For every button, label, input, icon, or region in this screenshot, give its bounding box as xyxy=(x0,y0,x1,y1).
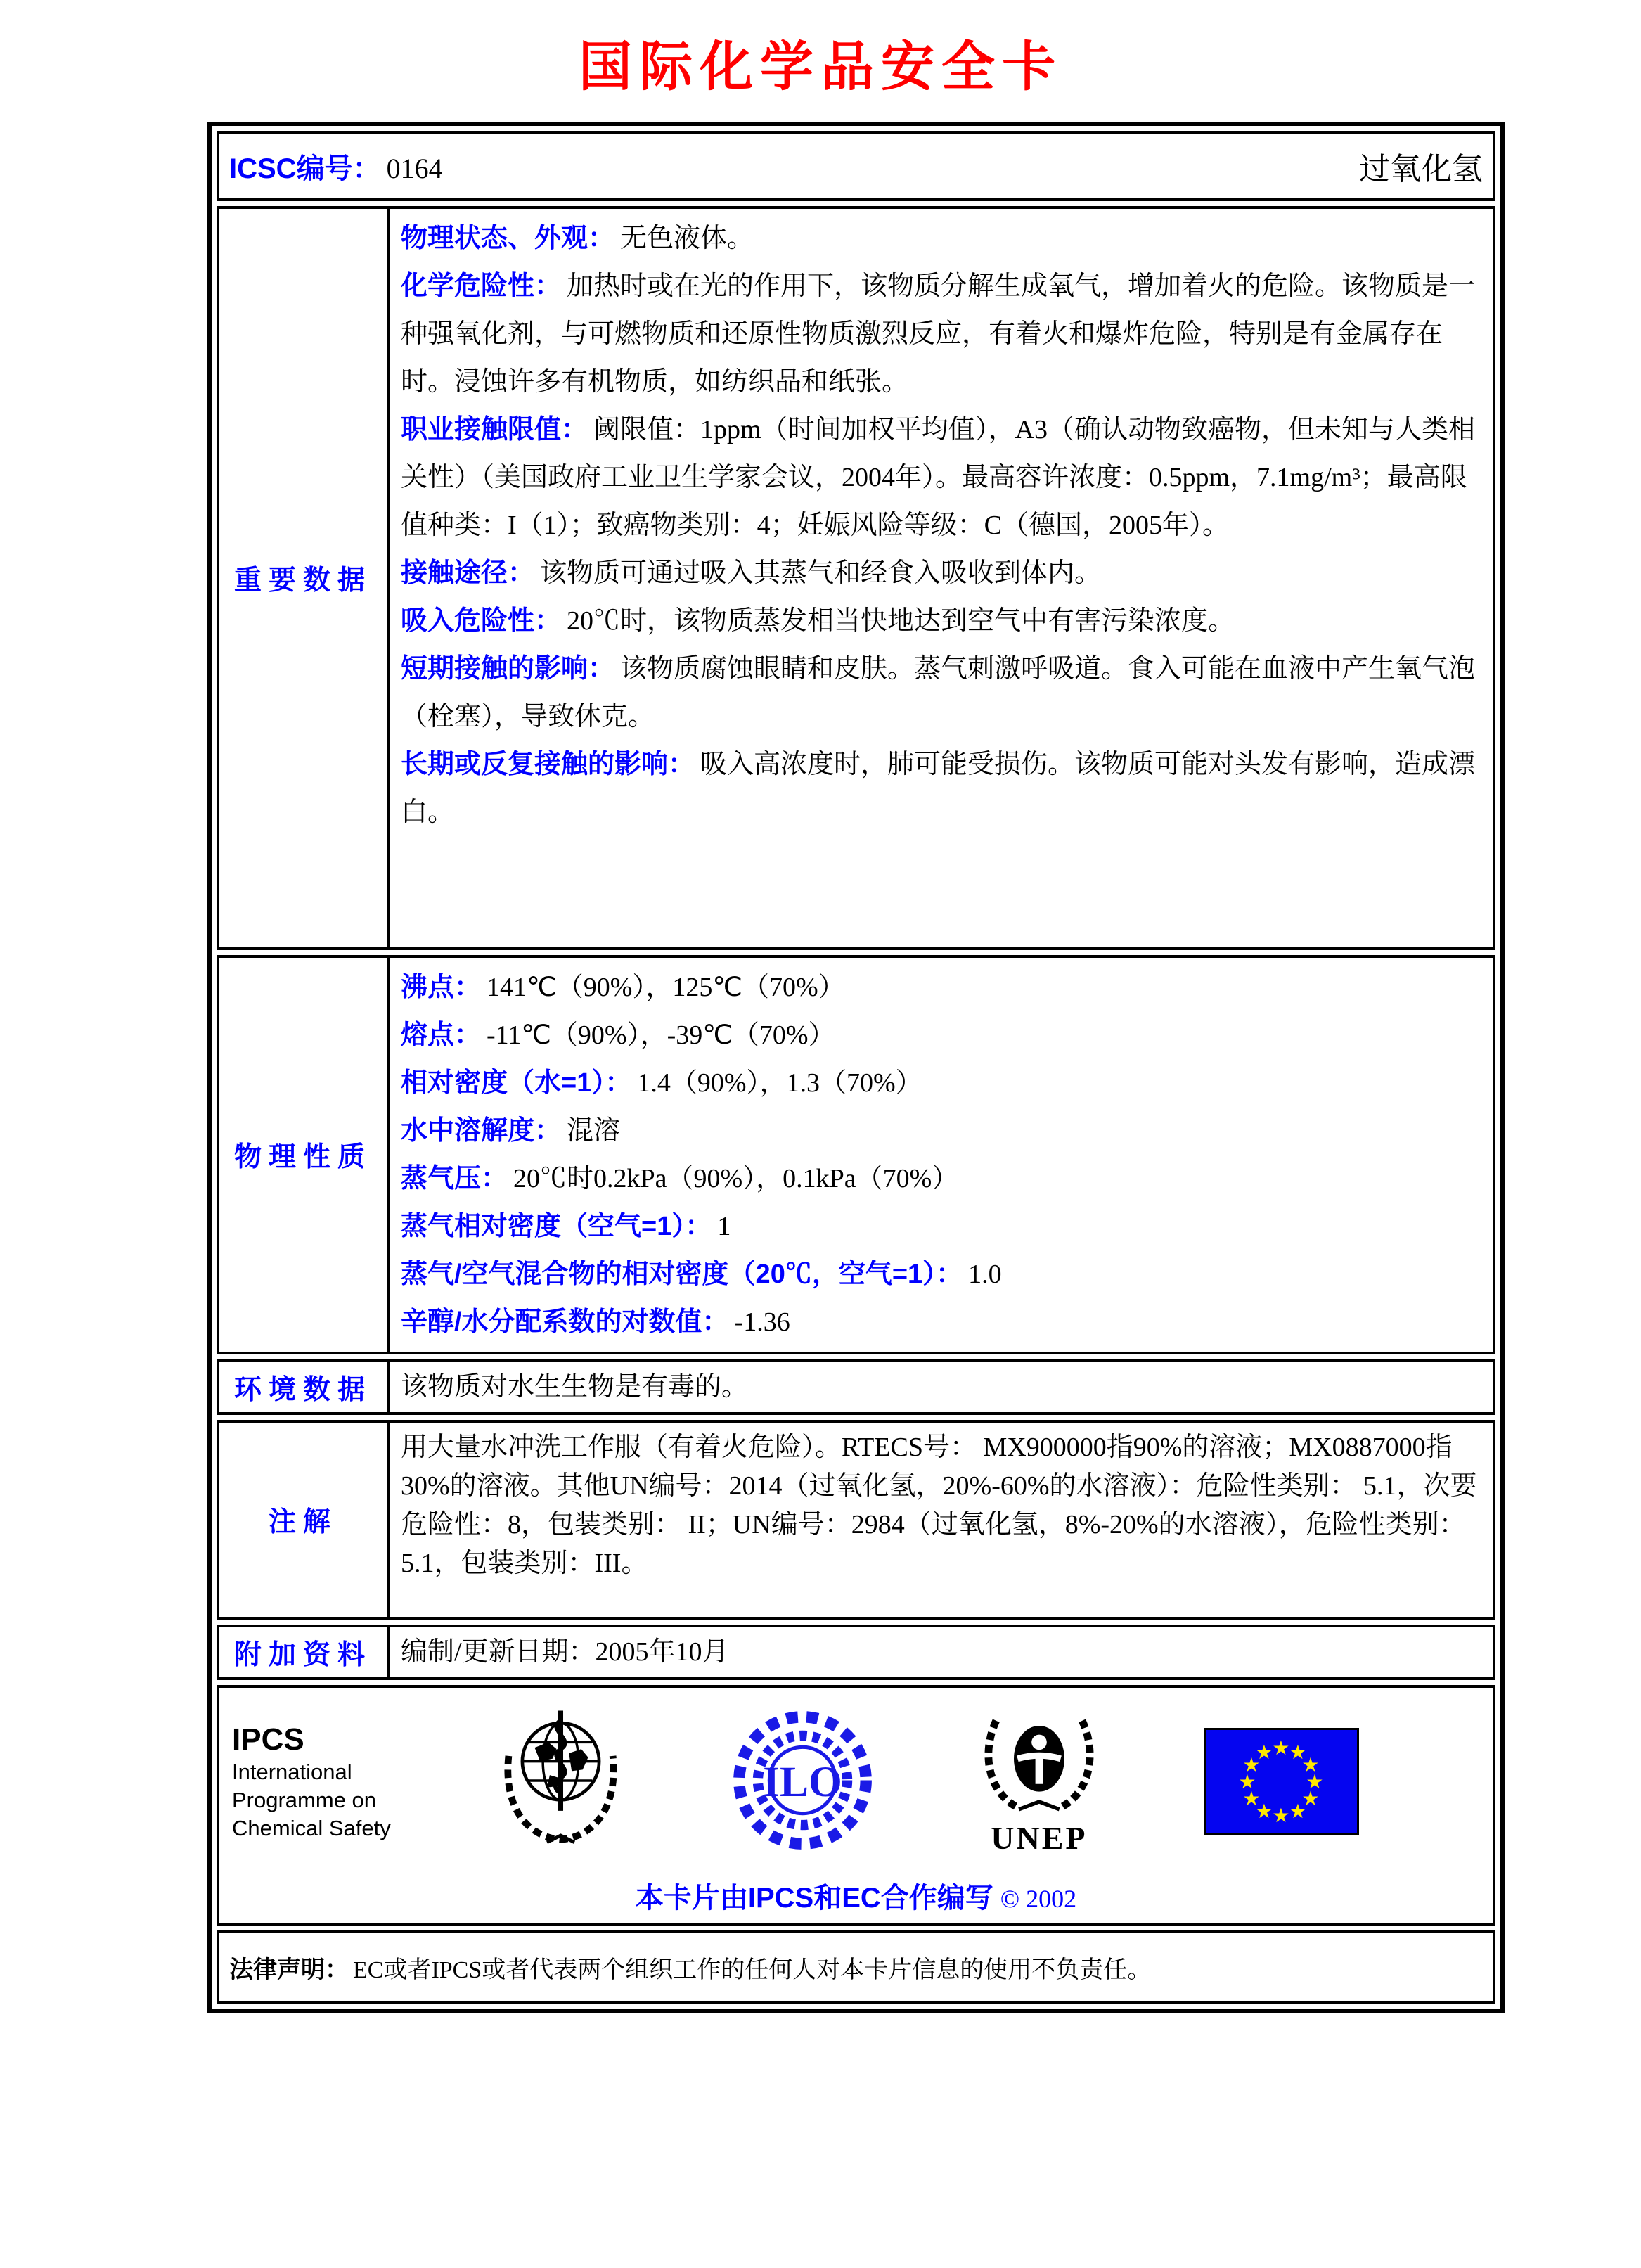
entry-update-date: 编制/更新日期：2005年10月 xyxy=(401,1637,729,1667)
eu-star-icon: ★ xyxy=(1255,1800,1273,1823)
eu-flag-icon xyxy=(1204,1728,1359,1835)
environmental-data-content xyxy=(390,1362,1493,1412)
ipcs-text-block: IPCS International Programme on Chemical Safety xyxy=(232,1722,391,1840)
entry-physical-state: 物理状态、外观： 无色液体。 xyxy=(401,224,754,253)
entry-relative-density: 相对密度（水=1）： 1.4（90%），1.3（70%） xyxy=(401,1068,922,1098)
section-notes xyxy=(217,1420,1495,1620)
row-label-important-data: 重要数据 xyxy=(219,209,390,947)
unep-logo xyxy=(976,1708,1102,1857)
entry-environment: 该物质对水生生物是有毒的。 xyxy=(401,1372,749,1402)
additional-info-content xyxy=(390,1627,1493,1677)
eu-star-icon: ★ xyxy=(1255,1741,1273,1764)
entry-short-term-effects: 短期接触的影响： 该物质腐蚀眼睛和皮肤。蒸气刺激呼吸道。食入可能在血液中产生氧气泡（栓塞），导致休克。 xyxy=(401,654,1476,731)
eu-star-icon: ★ xyxy=(1272,1804,1290,1827)
eu-star-icon: ★ xyxy=(1272,1736,1290,1760)
entry-water-solubility: 水中溶解度： 混溶 xyxy=(401,1116,621,1146)
icsc-card xyxy=(207,122,1505,2013)
notes-content xyxy=(390,1423,1493,1617)
caption-copyright: © 2002 xyxy=(1000,1885,1077,1913)
entry-chemical-danger: 化学危险性： 加热时或在光的作用下，该物质分解生成氧气，增加着火的危险。该物质是一种强氧化剂，与可燃物质和还原性物质激烈反应，有着火和爆炸危险，特别是有金属存在时。浸蚀许多有机物质，如纺织品和纸张。 xyxy=(401,271,1476,397)
entry-inhalation-risk: 吸入危险性： 20℃时，该物质蒸发相当快地达到空气中有害污染浓度。 xyxy=(401,606,1235,636)
section-additional-info xyxy=(217,1625,1495,1680)
card-caption xyxy=(219,1876,1493,1916)
row-label-additional-info: 附加资料 xyxy=(219,1627,390,1677)
ipcs-title: IPCS xyxy=(232,1722,304,1757)
icsc-number-value: 0164 xyxy=(386,152,443,184)
unep-logo-text: UNEP xyxy=(991,1819,1088,1856)
section-important-data xyxy=(217,206,1495,950)
svg-text:ILO: ILO xyxy=(762,1757,842,1806)
eu-star-icon: ★ xyxy=(1242,1787,1261,1810)
eu-star-icon: ★ xyxy=(1238,1770,1256,1793)
physical-properties-content xyxy=(390,958,1493,1352)
ilo-logo-icon xyxy=(731,1708,875,1856)
eu-star-icon: ★ xyxy=(1301,1753,1320,1776)
entry-vapor-pressure: 蒸气压： 20℃时0.2kPa（90%），0.1kPa（70%） xyxy=(401,1164,959,1193)
entry-vapor-relative-density: 蒸气相对密度（空气=1）： 1 xyxy=(401,1212,731,1241)
important-data-content xyxy=(390,209,1493,947)
entry-boiling-point: 沸点： 141℃（90%），125℃（70%） xyxy=(401,973,845,1002)
icsc-number-label: ICSC编号： xyxy=(229,153,381,184)
legal-text: EC或者IPCS或者代表两个组织工作的任何人对本卡片信息的使用不负责任。 xyxy=(353,1957,1152,1983)
page xyxy=(0,24,1641,2013)
row-label-notes: 注解 xyxy=(219,1423,390,1617)
entry-octanol-water-partition: 辛醇/水分配系数的对数值： -1.36 xyxy=(401,1307,790,1337)
entry-notes: 用大量水冲洗工作服（有着火危险）。RTECS号： MX900000指90%的溶液；MX0887000指30%的溶液。其他UN编号：2014（过氧化氢，20%-60%的水溶液）：危险性类别： 5.1，次要危险性：8，包装类别： II；UN编号：2984（过氧化氢，8%-20%的水溶液），危险性类别： 5.1，包装类别：III。 xyxy=(401,1433,1477,1578)
entry-occupational-exposure-limits: 职业接触限值： 阈限值：1ppm（时间加权平均值），A3（确认动物致癌物，但未知与人类相关性）（美国政府工业卫生学家会议，2004年）。最高容许浓度：0.5ppm，7.1mg/m³；最高限值种类：I（1）；致癌物类别：4；妊娠风险等级：C（德国，2005年）。 xyxy=(401,415,1476,540)
legal-label: 法律声明： xyxy=(229,1956,349,1983)
eu-star-icon: ★ xyxy=(1306,1770,1324,1793)
caption-text: 本卡片由IPCS和EC合作编写 xyxy=(635,1883,993,1914)
entry-exposure-routes: 接触途径： 该物质可通过吸入其蒸气和经食入吸收到体内。 xyxy=(401,558,1102,588)
eu-star-icon: ★ xyxy=(1289,1800,1307,1823)
icsc-number xyxy=(229,146,443,186)
eu-star-icon: ★ xyxy=(1289,1741,1307,1764)
entry-melting-point: 熔点： -11℃（90%），-39℃（70%） xyxy=(401,1020,835,1050)
section-legal xyxy=(217,1930,1495,2004)
entry-long-term-effects: 长期或反复接触的影响： 吸入高浓度时，肺可能受损伤。该物质可能对头发有影响，造成漂白。 xyxy=(401,750,1476,827)
who-logo-icon xyxy=(492,1706,629,1857)
section-logos xyxy=(217,1685,1495,1926)
row-label-physical-properties: 物理性质 xyxy=(219,958,390,1352)
page-title: 国际化学品安全卡 xyxy=(579,37,1062,97)
section-physical-properties xyxy=(217,955,1495,1354)
section-environmental-data xyxy=(217,1359,1495,1415)
unep-logo-icon xyxy=(976,1708,1102,1824)
entry-vapor-air-mixture-density: 蒸气/空气混合物的相对密度（20℃，空气=1）： 1.0 xyxy=(401,1260,1002,1289)
chemical-name: 过氧化氢 xyxy=(1359,152,1483,186)
eu-star-icon: ★ xyxy=(1242,1753,1261,1776)
row-label-environmental-data: 环境数据 xyxy=(219,1362,390,1412)
header-row xyxy=(217,131,1495,201)
eu-star-icon: ★ xyxy=(1301,1787,1320,1810)
logos-row xyxy=(219,1706,1493,1857)
